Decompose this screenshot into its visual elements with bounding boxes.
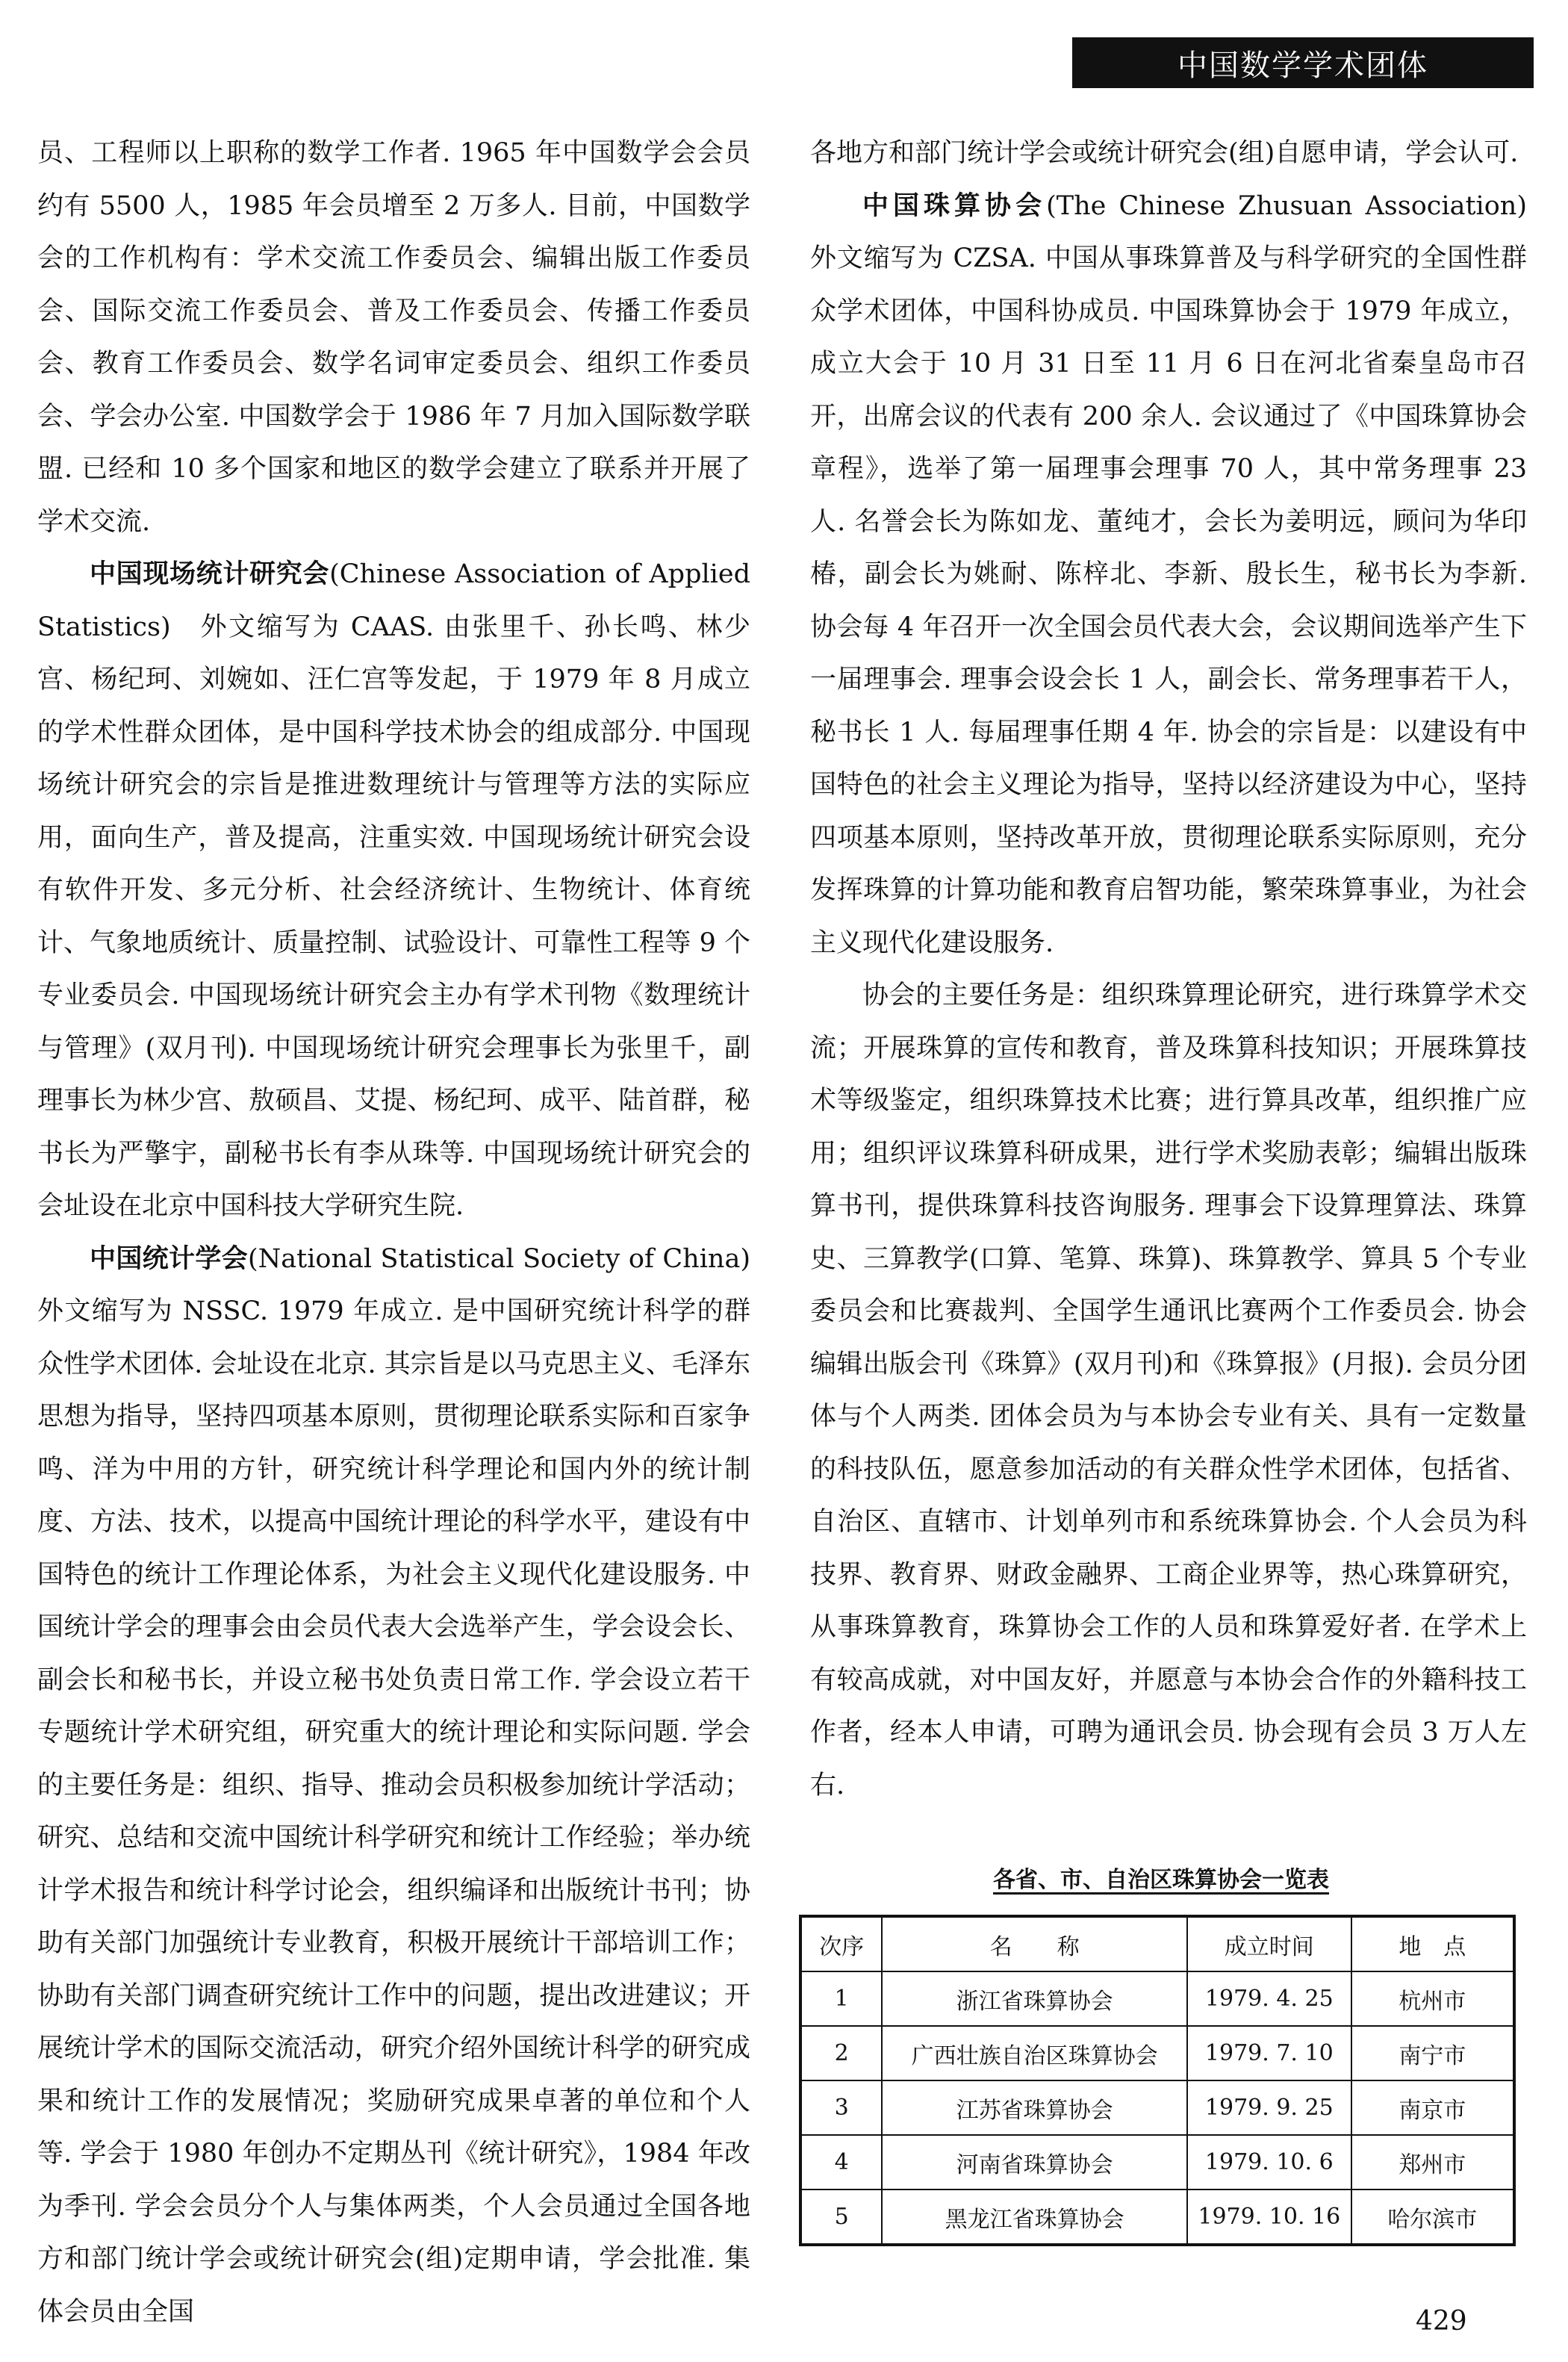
table-cell: 1979. 9. 25 [1187,2080,1351,2135]
right-column [810,127,1553,1812]
table-cell: 南宁市 [1351,2026,1514,2080]
table-row [800,2026,1514,2080]
entry-caas [37,548,750,1233]
table-cell: 1979. 7. 10 [1187,2026,1351,2080]
entry-body: (The Chinese Zhusuan Association) 外文缩写为 CZSA. 中国从事珠算普及与科学研究的全国性群众学术团体，中国科协成员. 中国珠算协会于 1979 年成立，成立大会于 10 月 31 日至 11 月 6 日在河北省秦皇岛市召开，出席会议的代表有 200 余人. 会议通过了《中国珠算协会章程》，选举了第一届理事会理事 70 人，其中常务理事 23 人. 名誉会长为陈如龙、董纯才，会长为姜明远，顾问为华印椿，副会长为姚耐、陈梓北、李新、殷长生，秘书长为李新. 协会每 4 年召开一次全国会员代表大会，会议期间选举产生下一届理事会. 理事会设会长 1 人，副会长、常务理事若干人，秘书长 1 人. 每届理事任期 4 年. 协会的宗旨是：以建设有中国特色的社会主义理论为指导，坚持以经济建设为中心，坚持四项基本原则，坚持改革开放，贯彻理论联系实际原则，充分发挥珠算的计算功能和教育启智功能，繁荣珠算事业，为社会主义现代化建设服务. [810,190,1553,958]
header-cell: 名 称 [882,1916,1187,1971]
table-row [800,2080,1514,2135]
table-cell: 郑州市 [1351,2135,1514,2189]
table-cell: 黑龙江省珠算协会 [882,2189,1187,2245]
entry-body: (National Statistical Society of China) 外文缩写为 NSSC. 1979 年成立. 是中国研究统计科学的群众性学术团体. 会址设在北京. 其宗旨是以马克思主义、毛泽东思想为指导，坚持四项基本原则，贯彻理论联系实际和百家争鸣、洋为中用的方针，研究统计科学理论和国内外的统计制度、方法、技术，以提高中国统计理论的科学水平，建设有中国特色的统计工作理论体系，为社会主义现代化建设服务. 中国统计学会的理事会由会员代表大会选举产生，学会设会长、副会长和秘书长，并设立秘书处负责日常工作. 学会设立若干专题统计学术研究组，研究重大的统计理论和实际问题. 学会的主要任务是：组织、指导、推动会员积极参加统计学活动；研究、总结和交流中国统计科学研究和统计工作经验；举办统计学术报告和统计科学讨论会，组织编译和出版统计书刊；协助有关部门加强统计专业教育，积极开展统计干部培训工作；协助有关部门调查研究统计工作中的问题，提出改进建议；开展统计学术的国际交流活动，研究介绍外国统计科学的研究成果和统计工作的发展情况；奖励研究成果卓著的单位和个人等. 学会于 1980 年创办不定期丛刊《统计研究》，1984 年改为季刊. 学会会员分个人与集体两类，个人会员通过全国各地方和部门统计学会或统计研究会(组)定期申请，学会批准. 集体会员由全国 [37,1243,777,2327]
table-cell: 1 [800,1971,882,2026]
table-cell: 广西壮族自治区珠算协会 [882,2026,1187,2080]
table-row [800,2135,1514,2189]
table-cell: 河南省珠算协会 [882,2135,1187,2189]
table-header-row [800,1916,1514,1971]
header-cell: 地 点 [1351,1916,1514,1971]
table-cell: 5 [800,2189,882,2245]
header-cell: 成立时间 [1187,1916,1351,1971]
table-title: 各省、市、自治区珠算协会一览表 [993,1867,1329,1893]
table-cell: 哈尔滨市 [1351,2189,1514,2245]
entry-body: (Chinese Association of Applied Statistics) 外文缩写为 CAAS. 由张里千、孙长鸣、林少宫、杨纪珂、刘婉如、汪仁宫等发起，于 1979 年 8 月成立的学术性群众团体，是中国科学技术协会的组成部分. 中国现场统计研究会的宗旨是推进数理统计与管理等方法的实际应用，面向生产，普及提高，注重实效. 中国现场统计研究会设有软件开发、多元分析、社会经济统计、生物统计、体育统计、气象地质统计、质量控制、试验设计、可靠性工程等 9 个专业委员会. 中国现场统计研究会主办有学术刊物《数理统计与管理》(双月刊). 中国现场统计研究会理事长为张里千，副理事长为林少宫、敖硕昌、艾提、杨纪珂、成平、陆首群，秘书长为严擎宇，副秘书长有李从珠等. 中国现场统计研究会的会址设在北京中国科技大学研究生院. [37,559,750,1221]
table-cell: 杭州市 [1351,1971,1514,2026]
entry-term: 中国现场统计研究会 [90,559,330,589]
paragraph-nssc-continued: 各地方和部门统计学会或统计研究会(组)自愿申请，学会认可. [810,138,1519,168]
table-cell: 3 [800,2080,882,2135]
table-cell: 1979. 10. 6 [1187,2135,1351,2189]
table-cell: 2 [800,2026,882,2080]
page-number: 429 [1416,2306,1467,2337]
table-cell: 1979. 10. 16 [1187,2189,1351,2245]
zhusuan-associations-table [799,1915,1516,2246]
table-cell: 南京市 [1351,2080,1514,2135]
paragraph-czsa-tasks: 协会的主要任务是：组织珠算理论研究，进行珠算学术交流；开展珠算的宣传和教育，普及珠算科技知识；开展珠算技术等级鉴定，组织珠算技术比赛；进行算具改革，组织推广应用；组织评议珠算科研成果，进行学术奖励表彰；编辑出版珠算书刊，提供珠算科技咨询服务. 理事会下设算理算法、珠算史、三算教学(口算、笔算、珠算)、珠算教学、算具 5 个专业委员会和比赛裁判、全国学生通讯比赛两个工作委员会. 协会编辑出版会刊《珠算》(双月刊)和《珠算报》(月报). 会员分团体与个人两类. 团体会员为与本协会专业有关、具有一定数量的科技队伍，愿意参加活动的有关群众性学术团体，包括省、自治区、直辖市、计划单列市和系统珠算协会. 个人会员为科技界、教育界、财政金融界、工商企业界等，热心珠算研究，从事珠算教育，珠算协会工作的人员和珠算爱好者. 在学术上有较高成就，对中国友好，并愿意与本协会合作的外籍科技工作者，经本人申请，可聘为通讯会员. 协会现有会员 3 万人左右. [810,980,1527,1800]
entry-term: 中国珠算协会 [862,190,1047,221]
table-row [800,1971,1514,2026]
entry-term: 中国统计学会 [90,1243,249,1274]
section-header: 中国数学学术团体 [1072,37,1534,88]
table-cell: 4 [800,2135,882,2189]
entry-nssc [37,1233,777,2339]
entry-czsa [810,180,1553,970]
table-cell: 1979. 4. 25 [1187,1971,1351,2026]
paragraph-math-society-continued: 员、工程师以上职称的数学工作者. 1965 年中国数学会会员约有 5500 人，1985 年会员增至 2 万多人. 目前，中国数学会的工作机构有：学术交流工作委员会、编辑出版工作委员会、国际交流工作委员会、普及工作委员会、传播工作委员会、教育工作委员会、数学名词审定委员会、组织工作委员会、学会办公室. 中国数学会于 1986 年 7 月加入国际数学联盟. 已经和 10 多个国家和地区的数学会建立了联系并开展了学术交流. [37,138,750,537]
header-cell: 次序 [800,1916,882,1971]
left-column [37,127,777,2338]
table-cell: 浙江省珠算协会 [882,1971,1187,2026]
table-cell: 江苏省珠算协会 [882,2080,1187,2135]
table-row [800,2189,1514,2245]
